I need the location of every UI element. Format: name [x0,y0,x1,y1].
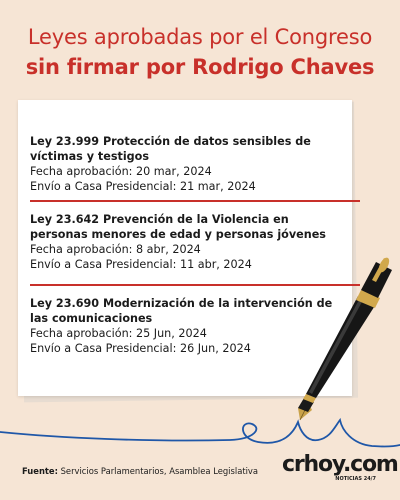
signature-scribble-icon [0,420,400,446]
logo-brand: crhoy.com [282,452,398,477]
fountain-pen-icon [298,256,392,420]
source-label: Fuente: [22,466,58,476]
crhoy-logo [282,452,398,488]
source-footer [22,466,258,476]
title-line-2: sin firmar por Rodrigo Chaves [25,55,375,79]
law-name: Ley 23.999 Protección de datos sensibles de víctimas y testigos [30,135,311,163]
title-line-1: Leyes aprobadas por el Congreso [27,25,373,49]
law-sent-date: Envío a Casa Presidencial: 21 mar, 2024 [30,180,256,193]
logo-tagline: NOTICIAS 24/7 [335,476,376,482]
law-approval-date: Fecha aprobación: 20 mar, 2024 [30,165,212,178]
law-sent-date: Envío a Casa Presidencial: 11 abr, 2024 [30,258,252,271]
law-name: Ley 23.642 Prevención de la Violencia en personas menores de edad y personas jóvenes [30,213,326,241]
source-text: Servicios Parlamentarios, Asamblea Legislativa [57,466,259,476]
law-approval-date: Fecha aprobación: 8 abr, 2024 [30,243,201,256]
law-approval-date: Fecha aprobación: 25 Jun, 2024 [30,327,207,340]
law-sent-date: Envío a Casa Presidencial: 26 Jun, 2024 [30,342,251,355]
law-name: Ley 23.690 Modernización de la intervención de las comunicaciones [30,297,333,325]
